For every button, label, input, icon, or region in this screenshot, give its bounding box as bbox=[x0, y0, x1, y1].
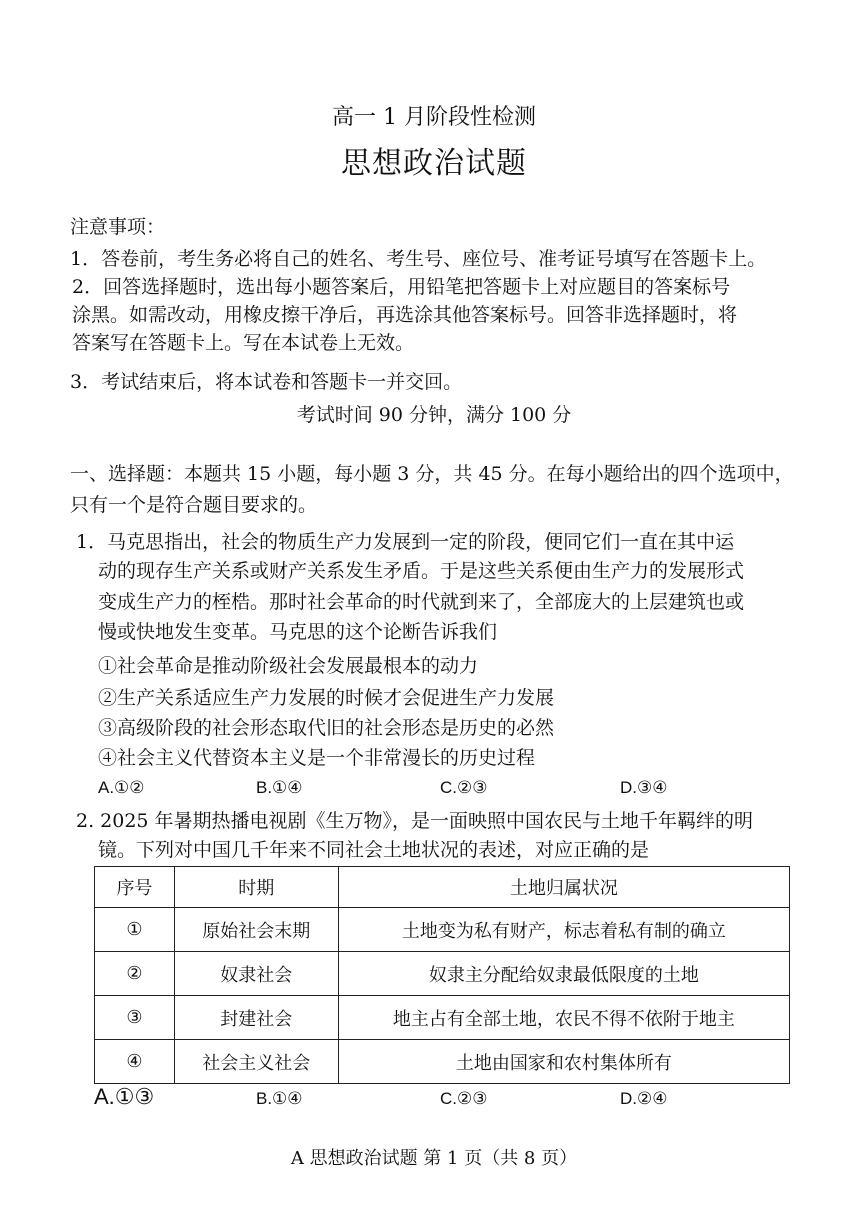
table-cell: 地主占有全部土地，农民不得不依附于地主 bbox=[338, 996, 789, 1040]
notice-line: 答案写在答题卡上。写在本试卷上无效。 bbox=[72, 332, 415, 354]
table-cell: 封建社会 bbox=[174, 996, 338, 1040]
q1-statement: ②生产关系适应生产力发展的时候才会促进生产力发展 bbox=[98, 687, 555, 709]
q2-stem: 2. 2025 年暑期热播电视剧《生万物》，是一面映照中国农民与土地千年羁绊的明 bbox=[76, 810, 754, 832]
q1-stem: 变成生产力的桎梏。那时社会革命的时代就到来了，全部庞大的上层建筑也或 bbox=[98, 591, 745, 613]
table-row bbox=[95, 996, 790, 1040]
q2-option-b: B.①④ bbox=[256, 1089, 303, 1108]
q1-stem: 1．马克思指出，社会的物质生产力发展到一定的阶段，便同它们一直在其中运 bbox=[76, 531, 735, 553]
q2-option-a: A.①③ bbox=[94, 1084, 155, 1109]
exam-title-subject: 思想政治试题 bbox=[341, 146, 527, 181]
table-cell: 社会主义社会 bbox=[174, 1040, 338, 1084]
q1-option-b: B.①④ bbox=[256, 778, 303, 797]
table-cell: 土地变为私有财产，标志着私有制的确立 bbox=[338, 908, 789, 952]
table-cell: ④ bbox=[95, 1040, 175, 1084]
table-header-row bbox=[95, 867, 790, 908]
table-header-cell: 土地归属状况 bbox=[338, 867, 789, 908]
q2-option-c: C.②③ bbox=[440, 1089, 488, 1108]
land-ownership-table bbox=[94, 866, 790, 1084]
exam-title-line1: 高一 1 月阶段性检测 bbox=[332, 105, 536, 130]
table-cell: 奴隶社会 bbox=[174, 952, 338, 996]
section-intro: 只有一个是符合题目要求的。 bbox=[70, 494, 318, 516]
notice-heading: 注意事项： bbox=[70, 216, 166, 238]
section-intro: 一、选择题：本题共 15 小题，每小题 3 分，共 45 分。在每小题给出的四个选项中， bbox=[70, 463, 794, 485]
table-cell: ① bbox=[95, 908, 175, 952]
q2-stem: 镜。下列对中国几千年来不同社会土地状况的表述，对应正确的是 bbox=[98, 839, 650, 861]
q1-option-c: C.②③ bbox=[440, 778, 488, 797]
table-cell: ③ bbox=[95, 996, 175, 1040]
table-cell: ② bbox=[95, 952, 175, 996]
table-header-cell: 时期 bbox=[174, 867, 338, 908]
q1-stem: 慢或快地发生变革。马克思的这个论断告诉我们 bbox=[98, 621, 498, 643]
table-cell: 土地由国家和农村集体所有 bbox=[338, 1040, 789, 1084]
q1-statement: ④社会主义代替资本主义是一个非常漫长的历史过程 bbox=[98, 747, 536, 769]
table-cell: 原始社会末期 bbox=[174, 908, 338, 952]
q1-statement: ③高级阶段的社会形态取代旧的社会形态是历史的必然 bbox=[98, 717, 555, 739]
notice-line: 2．回答选择题时，选出每小题答案后，用铅笔把答题卡上对应题目的答案标号 bbox=[72, 276, 731, 298]
table-row bbox=[95, 952, 790, 996]
q2-option-d: D.②④ bbox=[620, 1089, 668, 1108]
q1-statement: ①社会革命是推动阶级社会发展最根本的动力 bbox=[98, 655, 479, 677]
notice-line: 1．答卷前，考生务必将自己的姓名、考生号、座位号、准考证号填写在答题卡上。 bbox=[70, 248, 767, 270]
q1-stem: 动的现存生产关系或财产关系发生矛盾。于是这些关系便由生产力的发展形式 bbox=[98, 560, 745, 582]
q1-option-a: A.①② bbox=[98, 778, 145, 797]
table-header-cell: 序号 bbox=[95, 867, 175, 908]
table-row bbox=[95, 1040, 790, 1084]
table-cell: 奴隶主分配给奴隶最低限度的土地 bbox=[338, 952, 789, 996]
q1-option-d: D.③④ bbox=[620, 778, 668, 797]
exam-time-info: 考试时间 90 分钟，满分 100 分 bbox=[296, 404, 572, 426]
notice-line: 3．考试结束后，将本试卷和答题卡一并交回。 bbox=[70, 371, 463, 393]
page-footer: A 思想政治试题 第 1 页（共 8 页） bbox=[290, 1148, 578, 1169]
table-row bbox=[95, 908, 790, 952]
notice-line: 涂黑。如需改动，用橡皮擦干净后，再选涂其他答案标号。回答非选择题时，将 bbox=[72, 304, 738, 326]
